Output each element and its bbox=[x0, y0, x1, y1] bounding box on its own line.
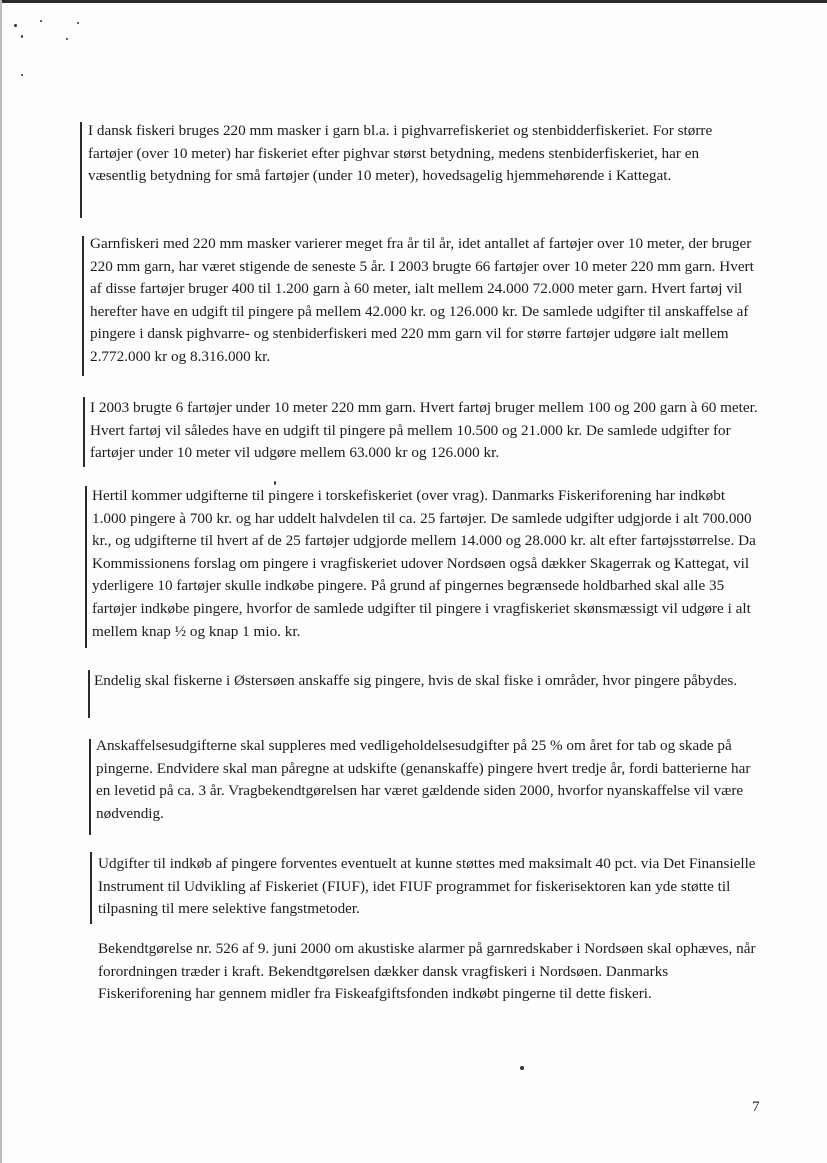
scan-speck bbox=[21, 74, 23, 76]
margin-change-bar bbox=[85, 486, 87, 648]
scan-speck bbox=[66, 38, 68, 40]
paragraph-fiuf-support: Udgifter til indkøb af pingere forventes eventuelt at kunne støttes med maksimalt 40 pct. via Det Finansielle Instrument til Udvikling af Fiskeriet (FIUF), idet FIUF programmet for fiskerisektoren kan yde støtte til tilpasning til mere selektive fangstmetoder. bbox=[98, 855, 756, 918]
paragraph-maintenance: Anskaffelsesudgifterne skal suppleres med vedligeholdelsesudgifter på 25 % om året for tab og skade på pingerne. Endvidere skal man påregne at udskifte (genanskaffe) pingere hvert tredje år, fordi batterierne har en levetid på ca. 3 år. Vragbekendtgørelsen har været gældende siden 2000, hvorfor nyanskaffelse vil være nødvendig. bbox=[96, 737, 751, 822]
scan-speck bbox=[520, 1066, 524, 1070]
margin-change-bar bbox=[83, 397, 85, 467]
scan-speck bbox=[14, 24, 17, 27]
scan-speck bbox=[21, 35, 23, 38]
margin-change-bar bbox=[80, 122, 82, 218]
margin-change-bar bbox=[88, 670, 90, 718]
paragraph-baltic: Endelig skal fiskerne i Østersøen anskaffe sig pingere, hvis de skal fiske i områder, hvor pingere påbydes. bbox=[94, 672, 738, 689]
scan-top-edge bbox=[0, 0, 827, 3]
page-number: 7 bbox=[752, 1098, 760, 1115]
margin-change-bar bbox=[90, 852, 92, 924]
paragraph-cod-fishery: Hertil kommer udgifterne til pingere i torskefiskeriet (over vrag). Danmarks Fiskeriforening har indkøbt 1.000 pingere à 700 kr. og har uddelt halvdelen til ca. 25 fartøjer. De samlede udgifter udgjorde i alt 700.000 kr., og udgifterne til hvert af de 25 fartøjer udgjorde mellem 14.000 og 28.000 kr. alt efter fartøjsstørrelse. Da Kommissionens forslag om pingere i vragfiskeriet udover Nordsøen også dækker Skagerrak og Kattegat, vil yderligere 10 fartøjer skulle indkøbe pingere. På grund af pingernes begrænsede holdbarhed skal alle 35 fartøjer indkøbe pingere, hvorfor de samlede udgifter til pingere i vragfiskeriet skønsmæssigt vil udgøre i alt mellem knap ½ og knap 1 mio. kr. bbox=[92, 487, 756, 640]
paragraph-regulation: Bekendtgørelse nr. 526 af 9. juni 2000 om akustiske alarmer på garnredskaber i Nordsøen skal ophæves, når forordningen træder i kraft. Bekendtgørelsen dækker dansk vragfiskeri i Nordsøen. Danmarks Fiskeriforening har gennem midler fra Fiskeafgiftsfonden indkøbt pingerne til dette fiskeri. bbox=[98, 940, 756, 1003]
scan-speck bbox=[77, 22, 79, 24]
margin-change-bar bbox=[89, 739, 91, 835]
scan-speck bbox=[40, 20, 42, 22]
paragraph-small-vessels: I 2003 brugte 6 fartøjer under 10 meter 220 mm garn. Hvert fartøj bruger mellem 100 og 200 garn à 60 meter. Hvert fartøj vil således have en udgift til pingere på mellem 10.500 og 21.000 kr. De samlede udgifter for fartøjer under 10 meter vil udgøre mellem 63.000 kr og 126.000 kr. bbox=[90, 399, 758, 462]
margin-change-bar bbox=[82, 236, 84, 376]
paragraph-large-vessels: Garnfiskeri med 220 mm masker varierer meget fra år til år, idet antallet af fartøjer over 10 meter, der bruger 220 mm garn, har været stigende de seneste 5 år. I 2003 brugte 66 fartøjer over 10 meter 220 mm garn. Hvert af disse fartøjer bruger 400 til 1.200 garn à 60 meter, ialt mellem 24.000 72.000 meter garn. Hvert fartøj vil herefter have en udgift til pingere på mellem 42.000 kr. og 126.000 kr. De samlede udgifter til anskaffelse af pingere i dansk pighvarre- og stenbiderfiskeri med 220 mm garn vil for større fartøjer udgøre ialt mellem 2.772.000 kr og 8.316.000 kr. bbox=[90, 235, 754, 365]
paragraph-gillnet-fisheries: I dansk fiskeri bruges 220 mm masker i garn bl.a. i pighvarrefiskeriet og stenbidderfiskeriet. For større fartøjer (over 10 meter) har fiskeriet efter pighvar størst betydning, medens stenbiderfiskeriet, har en væsentlig betydning for små fartøjer (under 10 meter), hovedsagelig hjemmehørende i Kattegat. bbox=[88, 122, 713, 185]
scan-left-edge bbox=[0, 0, 2, 1163]
